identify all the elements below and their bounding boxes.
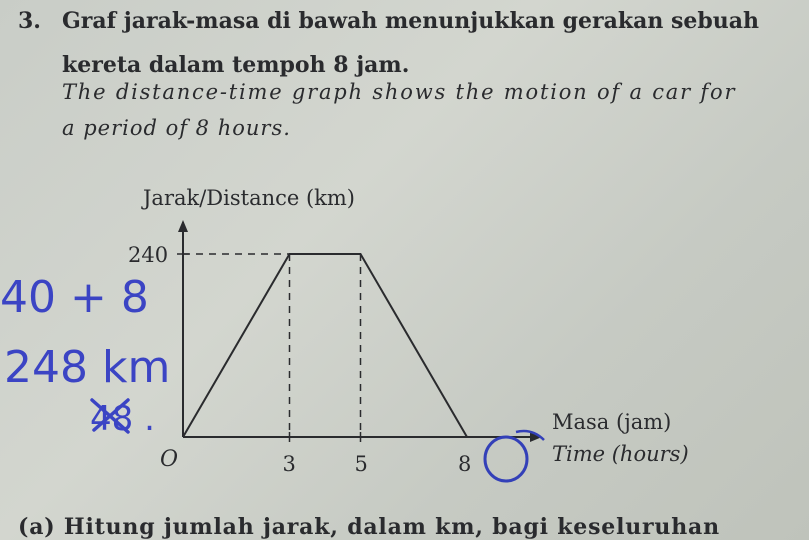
part-a-question: (a) Hitung jumlah jarak, dalam km, bagi keseluruhan <box>18 514 720 540</box>
question-english-line-1: The distance-time graph shows the motion of a car for <box>62 80 737 104</box>
distance-time-line <box>183 254 467 437</box>
x-tick-label-5: 5 <box>354 452 368 476</box>
handwriting-line-1: 40 + 8 <box>0 272 149 323</box>
origin-label: O <box>160 447 179 472</box>
y-tick-label-240: 240 <box>128 243 169 267</box>
x-axis-label-english: Time (hours) <box>552 442 689 466</box>
x-tick-label-3: 3 <box>282 452 296 476</box>
handwriting-line-3: 48 . <box>90 399 155 439</box>
question-malay-line-1: Graf jarak-masa di bawah menunjukkan gerakan sebuah <box>62 8 760 34</box>
y-axis-arrow <box>178 220 188 232</box>
x-axis-label-malay: Masa (jam) <box>552 410 672 434</box>
question-number: 3. <box>18 8 41 34</box>
circled-8-mark <box>485 437 527 481</box>
handwriting-line-2: 248 km <box>4 342 171 393</box>
graph-labels <box>128 186 689 476</box>
question-english-line-2: a period of 8 hours. <box>62 116 291 140</box>
handwritten-annotations <box>0 272 170 439</box>
y-axis-label: Jarak/Distance (km) <box>143 186 355 210</box>
graph-series <box>183 254 467 437</box>
x-tick-label-8: 8 <box>458 452 472 476</box>
graph-guide-lines <box>183 254 361 437</box>
question-malay-line-2: kereta dalam tempoh 8 jam. <box>62 52 410 78</box>
